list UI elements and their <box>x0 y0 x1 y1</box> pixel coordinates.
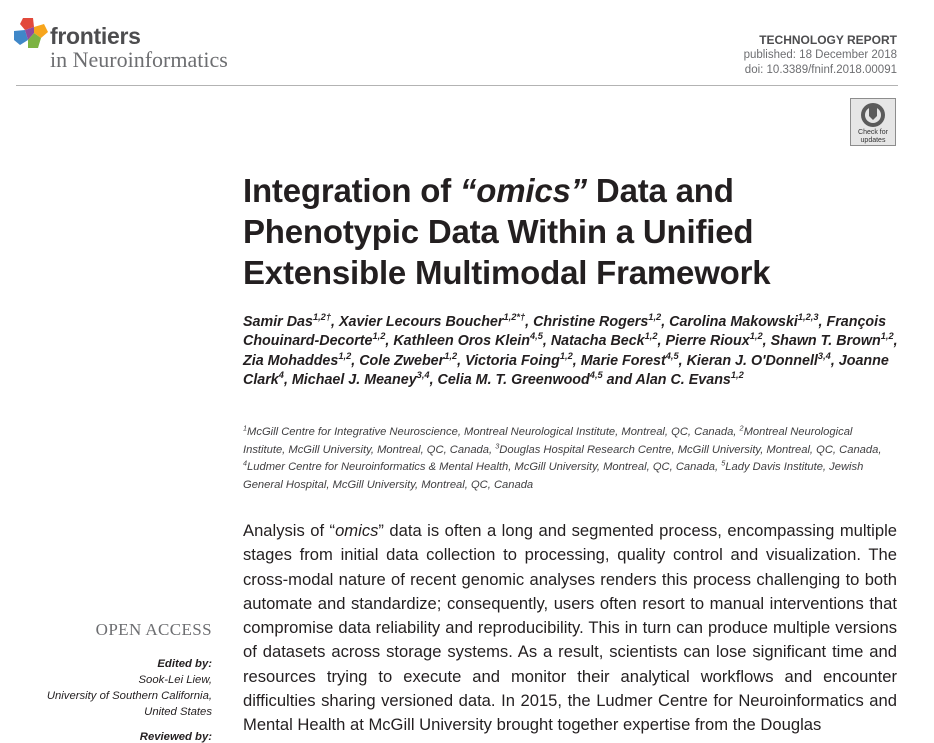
title-italic: “omics” <box>459 172 587 209</box>
journal-name[interactable]: in Neuroinformatics <box>50 47 228 72</box>
affiliation-text: Ludmer Centre for Neuroinformatics & Mental Health, McGill University, Montreal, QC, Canada, <box>247 461 719 473</box>
author-name[interactable]: Marie Forest <box>580 352 666 369</box>
article-title <box>243 170 883 293</box>
frontiers-logo-icon[interactable] <box>14 18 48 54</box>
abstract-post: ” data is often a long and segmented process, encompassing multiple stages from initial data collection to processing, quality control and visualization. The cross-modal nature of recent genomic analyses renders this process challenging to both automate and standardize; consequently, users often resort to manual interventions that compromise data reliability and reproducibility. This in turn can produce multiple versions of datasets across storage systems. As a result, scientists can lose significant time and resources trying to execute and monitor their analytical workflows and encounter difficulties sharing versioned data. In 2015, the Ludmer Centre for Neuroinformatics and Mental Health at McGill University brought together expertise from the Douglas <box>243 521 897 735</box>
affiliation-number: 2 <box>739 423 744 433</box>
doi[interactable]: doi: 10.3389/fninf.2018.00091 <box>744 64 897 76</box>
author-name[interactable]: Natacha Beck <box>550 333 645 350</box>
edited-by-block <box>47 656 212 720</box>
affiliations <box>243 424 893 494</box>
author-affiliation-marker: 4,5 <box>665 350 679 361</box>
author-name[interactable]: Christine Rogers <box>533 314 649 330</box>
open-access-label: OPEN ACCESS <box>95 620 212 639</box>
editor-affiliation: University of Southern California, <box>46 690 212 702</box>
abstract-pre: Analysis of “ <box>243 521 336 540</box>
author-name[interactable]: Joanne Clark <box>243 352 889 388</box>
author-affiliation-marker: 3,4 <box>817 350 831 361</box>
author-name[interactable]: Xavier Lecours Boucher <box>338 314 504 330</box>
author-name[interactable]: Victoria Foing <box>465 352 560 369</box>
crossmark-icon <box>860 102 886 128</box>
check-for-updates-label: Check for updates <box>858 129 888 144</box>
author-name[interactable]: Celia M. T. Greenwood <box>437 371 590 388</box>
check-for-updates-button[interactable] <box>850 98 896 146</box>
author-affiliation-marker: 4,5 <box>589 370 603 381</box>
author-affiliation-marker: 1,2 <box>444 350 458 361</box>
article-type: TECHNOLOGY REPORT <box>759 33 897 47</box>
author-name[interactable]: François Chouinard-Decorte <box>243 314 887 350</box>
title-post: Data and Phenotypic Data Within a Unified Extensible Multimodal Framework <box>243 172 771 291</box>
brand-name[interactable]: frontiers <box>50 23 141 49</box>
edited-by-heading: Edited by: <box>157 658 212 670</box>
affiliation-text: Douglas Hospital Research Centre, McGill University, Montreal, QC, Canada, <box>499 443 882 456</box>
title-pre: Integration of <box>243 172 460 209</box>
author-name[interactable]: Kieran J. O'Donnell <box>686 352 818 369</box>
author-name[interactable]: Kathleen Oros Klein <box>393 333 530 350</box>
author-affiliation-marker: 1,2 <box>648 312 662 323</box>
abstract-italic: omics <box>335 521 379 540</box>
article-meta <box>744 33 897 78</box>
reviewed-by-heading: Reviewed by: <box>139 731 212 743</box>
author-affiliation-marker: 3,4 <box>416 370 430 381</box>
affiliation-number: 1 <box>243 423 248 433</box>
affiliation-number: 3 <box>495 440 500 450</box>
affiliation-text: Lady Davis Institute, Jewish General Hospital, McGill University, Montreal, QC, Canada <box>243 461 864 491</box>
author-affiliation-marker: 1,2*† <box>503 312 526 323</box>
author-affiliation-marker: 4 <box>278 370 284 381</box>
affiliation-text: McGill Centre for Integrative Neuroscience, Montreal Neurological Institute, Montreal, QC, Canada, <box>247 426 737 438</box>
author-affiliation-marker: 1,2,3 <box>797 312 819 323</box>
author-name[interactable]: Pierre Rioux <box>665 333 750 350</box>
author-name[interactable]: Alan C. Evans <box>635 371 731 388</box>
author-name[interactable]: Zia Mohaddes <box>243 352 339 369</box>
header-divider <box>16 85 898 86</box>
editor-country: United States <box>144 706 212 718</box>
authors-and: and <box>606 371 636 388</box>
author-affiliation-marker: 1,2 <box>338 350 352 361</box>
author-name[interactable]: Michael J. Meaney <box>291 371 417 388</box>
author-list: Samir Das$^{1,2\dagger}$, Xavier Lecours Boucher$^{1,2*\dagger}$, Christine Rogers$^{1,2}$, Carolina Makowski$^{1,2,3}$, François Chouinard-Decorte$^{1,2}$, Kathleen Oros Klein$^{4,5}$, Natacha Beck$^{1,2}$, Pierre Rioux$^{1,2}$, Shawn T. Brown$^{1,2}$, Zia Mohaddes$^{1,2}$, Cole Zweber$^{1,2}$, Victoria Foing$^{1,2}$, Marie Forest$^{4,5}$, Kieran J. O'Donnell$^{3,4}$, Joanne Clark$^4$, Michael J. Meaney$^{3,4}$, Celia M. T. Greenwood$^{4,5}$ and Alan C. Evans$^{1,2}$ <box>243 312 898 388</box>
abstract <box>243 519 897 738</box>
author-affiliation-marker: 1,2 <box>644 331 658 342</box>
author-affiliation-marker: 1,2 <box>730 370 744 381</box>
author-name[interactable]: Cole Zweber <box>359 352 445 369</box>
editor-name[interactable]: Sook-Lei Liew, <box>138 674 212 686</box>
author-affiliation-marker: 1,2† <box>312 312 332 323</box>
affiliation-number: 4 <box>243 458 248 468</box>
author-affiliation-marker: 4,5 <box>530 331 543 342</box>
published-date: published: 18 December 2018 <box>743 49 897 61</box>
affiliation-number: 5 <box>721 458 726 468</box>
author-affiliation-marker: 1,2 <box>749 331 763 342</box>
author-name[interactable]: Carolina Makowski <box>669 314 798 330</box>
author-affiliation-marker: 1,2 <box>372 331 386 342</box>
affiliation-text: Montreal Neurological Institute, McGill University, Montreal, QC, Canada, <box>243 426 853 456</box>
author-name[interactable]: Samir Das <box>243 314 313 330</box>
author-affiliation-marker: 1,2 <box>880 331 894 342</box>
abstract-paragraph <box>243 519 897 738</box>
author-name[interactable]: Shawn T. Brown <box>770 333 881 350</box>
author-affiliation-marker: 1,2 <box>559 350 573 361</box>
